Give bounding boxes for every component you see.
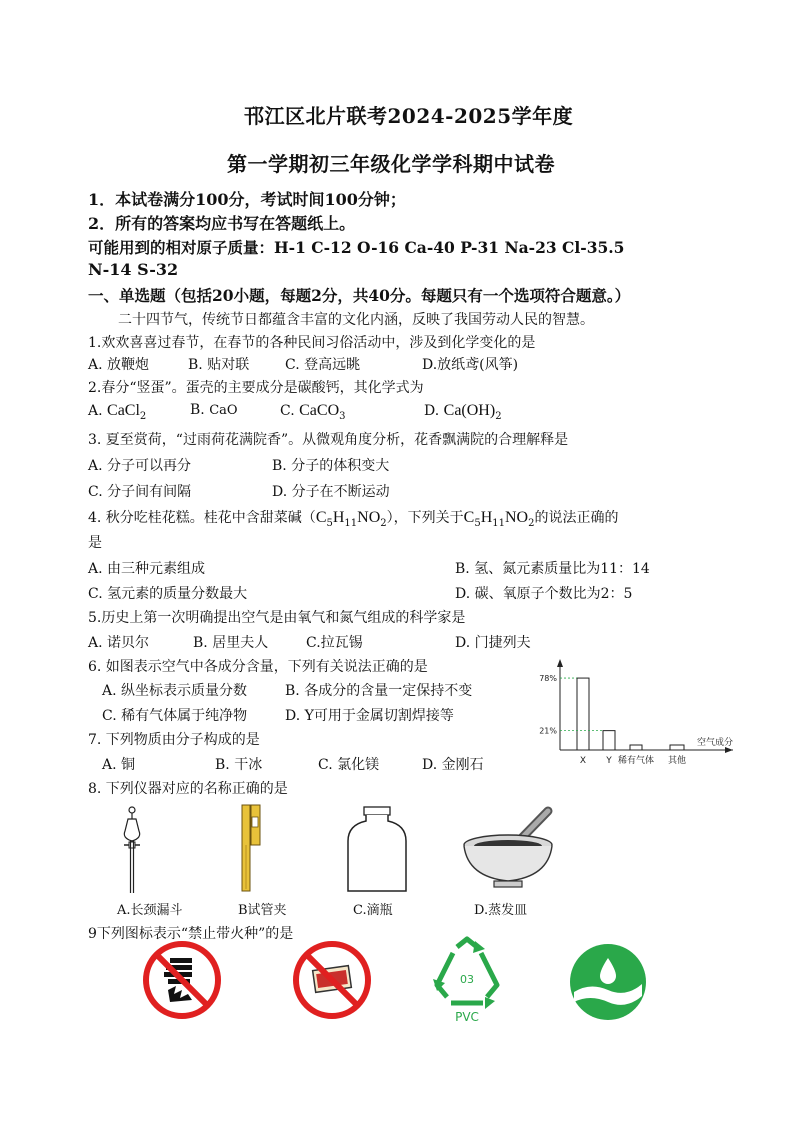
chart-bar (603, 731, 615, 750)
recycle-label: PVC (455, 1010, 479, 1024)
note-2: 2．所有的答案均应书写在答题纸上。 (88, 214, 356, 233)
q4-stem-line2: 是 (88, 535, 102, 551)
intro-text: 二十四节气，传统节日都蕴含丰富的文化内涵，反映了我国劳动人民的智慧。 (118, 312, 594, 328)
chart-y-arrow (557, 659, 563, 667)
recycle-code: 03 (460, 973, 474, 986)
bottle-icon (340, 805, 415, 895)
chart-bar (577, 678, 589, 750)
exam-title-line1: 邗江区北片联考2024-2025学年度 (244, 104, 574, 128)
water-saving-logo-icon (566, 940, 650, 1024)
q1-option-d: D.放纸鸢(风筝) (422, 357, 519, 373)
q7-stem: 7. 下列物质由分子构成的是 (88, 732, 260, 748)
chart-category-label: 其他 (667, 756, 687, 766)
chart-y-tick-label: 21% (539, 726, 557, 736)
q6-option-b: B. 各成分的含量一定保持不变 (285, 683, 473, 699)
q8-stem: 8. 下列仪器对应的名称正确的是 (88, 781, 288, 797)
q8-label-a: A.长颈漏斗 (117, 903, 183, 918)
q9-stem: 9下列图标表示“禁止带火种”的是 (88, 926, 294, 942)
chart-bar (630, 745, 642, 750)
chart-x-axis-label: 空气成分 (696, 738, 733, 748)
q3-stem: 3. 夏至赏荷，“过雨荷花满院香”。从微观角度分析，花香飘满院的合理解释是 (88, 432, 569, 448)
q2-option-a: A. CaCl$_2$ (88, 402, 147, 422)
exam-title-line2: 第一学期初三年级化学学科期中试卷 (227, 152, 555, 176)
q2-option-c: C. CaCO$_3$ (280, 402, 346, 422)
q5-option-b: B. 居里夫人 (193, 635, 269, 651)
chart-category-label: X (579, 756, 587, 766)
q8-label-c: C.滴瓶 (353, 903, 393, 918)
chart-category-label: 稀有气体 (617, 756, 655, 766)
pvc-recycling-sign-icon (425, 935, 509, 1027)
q3-option-d: D. 分子在不断运动 (272, 484, 390, 500)
q8-label-d: D.蒸发皿 (474, 903, 528, 918)
mortar-pestle-icon (458, 805, 558, 895)
q6-option-c: C. 稀有气体属于纯净物 (102, 708, 248, 724)
q3-option-b: B. 分子的体积变大 (272, 458, 390, 474)
q1-option-b: B. 贴对联 (188, 357, 250, 373)
q1-option-c: C. 登高远眺 (285, 357, 361, 373)
q5-option-d: D. 门捷列夫 (455, 635, 531, 651)
q4-option-b: B. 氢、氮元素质量比为11：14 (455, 561, 650, 577)
q3-option-c: C. 分子间有间隔 (88, 484, 192, 500)
section1-header: 一、单选题（包括20小题，每题2分，共40分。每题只有一个选项符合题意。） (88, 286, 631, 305)
test-tube-clamp-icon (232, 803, 272, 893)
q4-option-d: D. 碳、氧原子个数比为2：5 (455, 586, 633, 602)
q4-option-a: A. 由三种元素组成 (88, 561, 206, 577)
q4-stem: 4. 秋分吃桂花糕。桂花中含甜菜碱$(C_5H_{11}NO_2)$，下列关于$C_5H_{11}NO_2$的说法正确的 (88, 509, 619, 529)
chart-category-label: Y (606, 756, 612, 766)
q5-option-c: C.拉瓦锡 (306, 635, 363, 651)
q6-stem: 6. 如图表示空气中各成分含量，下列有关说法正确的是 (88, 659, 428, 675)
q7-option-b: B. 干冰 (215, 757, 263, 773)
q6-option-d: D. Y可用于金属切割焊接等 (285, 708, 454, 724)
q2-stem: 2.春分“竖蛋”。蛋壳的主要成分是碳酸钙，其化学式为 (88, 380, 424, 396)
atomic-mass-line2: N-14 S-32 (88, 260, 179, 279)
chart-bar (670, 745, 684, 750)
q7-option-d: D. 金刚石 (422, 757, 484, 773)
no-firecrackers-sign-icon (140, 938, 224, 1022)
funnel-instrument-icon (112, 805, 152, 895)
q6-option-a: A. 纵坐标表示质量分数 (102, 683, 248, 699)
atomic-mass-line1: 可能用到的相对原子质量：H-1 C-12 O-16 Ca-40 P-31 Na-23 Cl-35.5 (88, 238, 625, 257)
q7-option-c: C. 氯化镁 (318, 757, 380, 773)
air-composition-chart (525, 655, 755, 770)
q7-option-a: A. 铜 (102, 757, 136, 773)
q2-option-b: B. CaO (190, 402, 238, 418)
q5-option-a: A. 诺贝尔 (88, 635, 150, 651)
q4-option-c: C. 氢元素的质量分数最大 (88, 586, 248, 602)
q1-stem: 1.欢欢喜喜过春节，在春节的各种民间习俗活动中，涉及到化学变化的是 (88, 335, 536, 351)
chart-y-tick-label: 78% (539, 674, 557, 684)
q8-label-b: B试管夹 (238, 903, 287, 918)
note-1: 1．本试卷满分100分，考试时间100分钟； (88, 190, 406, 209)
no-kindling-sign-icon (290, 938, 374, 1022)
q1-option-a: A. 放鞭炮 (88, 357, 150, 373)
q5-stem: 5.历史上第一次明确提出空气是由氧气和氮气组成的科学家是 (88, 610, 466, 626)
q2-option-d: D. $Ca(OH)_2$ (424, 402, 502, 422)
q3-option-a: A. 分子可以再分 (88, 458, 192, 474)
